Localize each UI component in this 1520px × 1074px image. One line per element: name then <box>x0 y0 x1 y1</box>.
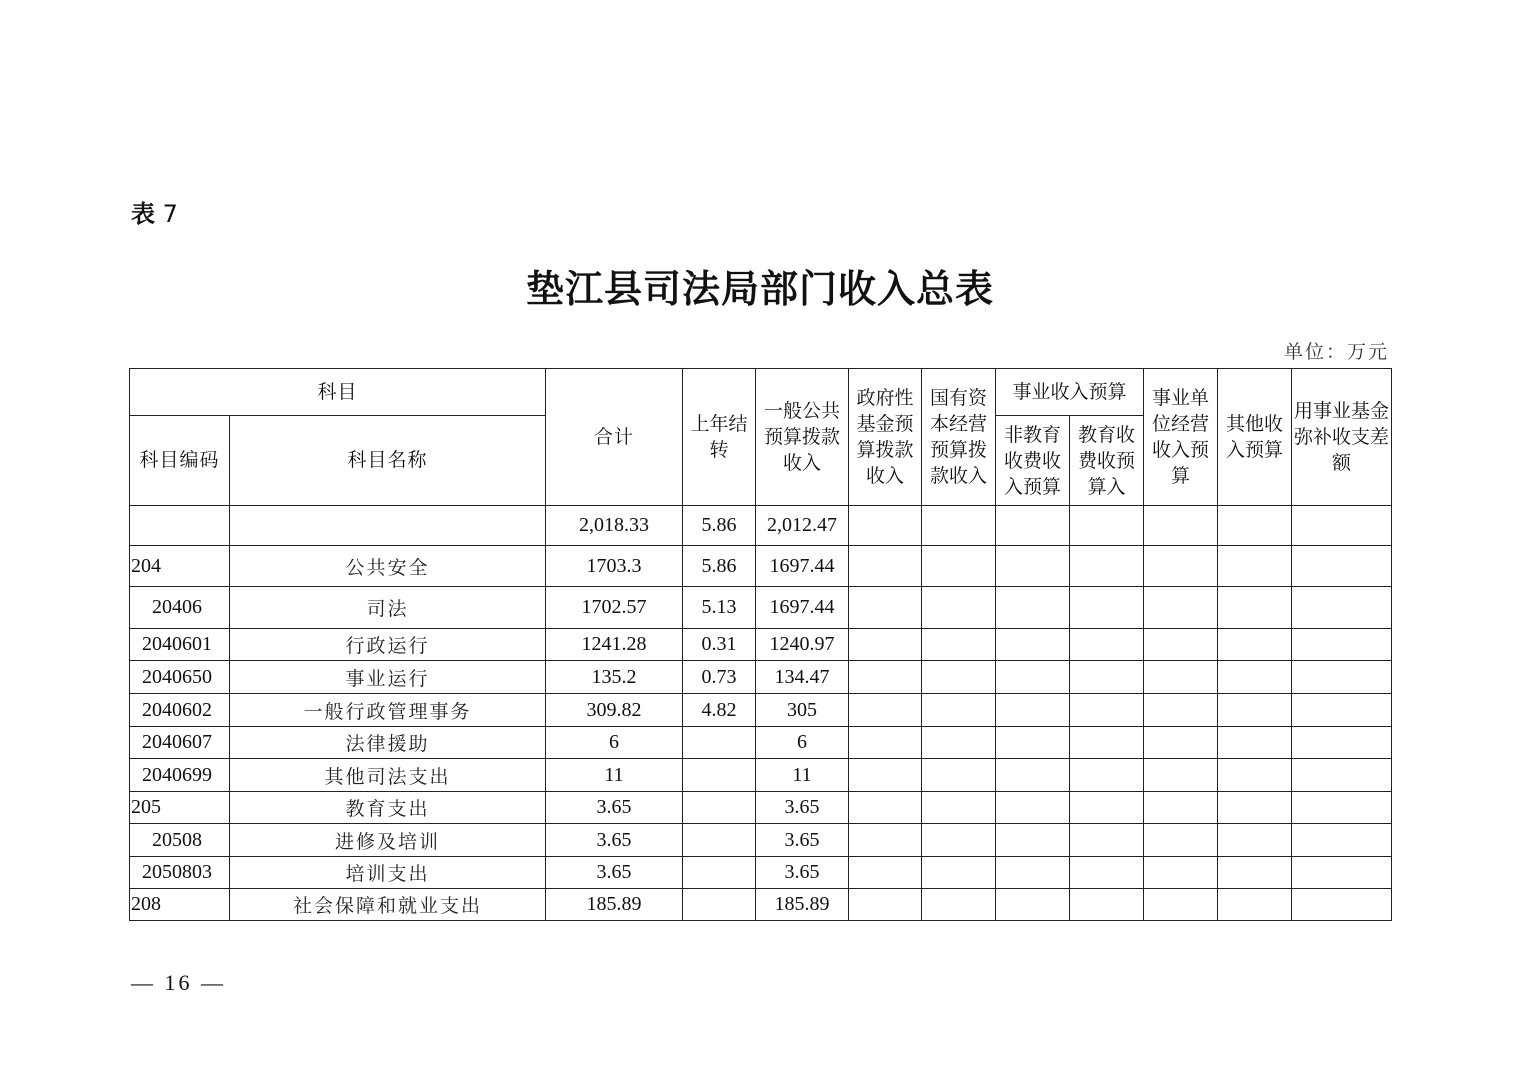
header-carryover: 上年结转 <box>683 369 756 506</box>
unit-operation-cell <box>1144 759 1218 792</box>
subject-name-cell: 培训支出 <box>230 857 546 889</box>
non-edu-fee-cell <box>996 587 1070 629</box>
unit-operation-cell <box>1144 661 1218 694</box>
state-capital-cell <box>922 759 996 792</box>
non-edu-fee-cell <box>996 694 1070 727</box>
other-income-cell <box>1218 506 1292 546</box>
non-edu-fee-cell <box>996 759 1070 792</box>
table-row <box>130 629 1392 661</box>
non-edu-fee-cell <box>996 546 1070 587</box>
subject-code-cell: 2050803 <box>130 857 230 889</box>
general-public-cell: 1240.97 <box>756 629 849 661</box>
carryover-cell: 5.13 <box>683 587 756 629</box>
header-other-income: 其他收入预算 <box>1218 369 1292 506</box>
edu-fee-cell <box>1070 792 1144 824</box>
subject-name-cell: 进修及培训 <box>230 824 546 857</box>
state-capital-cell <box>922 824 996 857</box>
subject-code-cell: 2040602 <box>130 694 230 727</box>
business-fund-cell <box>1292 792 1392 824</box>
subject-code-cell: 205 <box>130 792 230 824</box>
table-row <box>130 694 1392 727</box>
subject-name-cell: 公共安全 <box>230 546 546 587</box>
other-income-cell <box>1218 727 1292 759</box>
subject-code-cell: 2040650 <box>130 661 230 694</box>
table-row <box>130 857 1392 889</box>
header-non-edu-fee: 非教育收费收入预算 <box>996 416 1070 506</box>
subject-name-cell: 教育支出 <box>230 792 546 824</box>
subject-name-cell: 社会保障和就业支出 <box>230 889 546 921</box>
edu-fee-cell <box>1070 857 1144 889</box>
total-cell: 1703.3 <box>546 546 683 587</box>
business-fund-cell <box>1292 857 1392 889</box>
other-income-cell <box>1218 792 1292 824</box>
carryover-cell <box>683 889 756 921</box>
other-income-cell <box>1218 824 1292 857</box>
header-subject: 科目 <box>130 369 546 416</box>
gov-fund-cell <box>849 889 922 921</box>
other-income-cell <box>1218 587 1292 629</box>
subject-name-cell: 法律援助 <box>230 727 546 759</box>
subject-name-cell: 其他司法支出 <box>230 759 546 792</box>
business-fund-cell <box>1292 546 1392 587</box>
table-row <box>130 546 1392 587</box>
business-fund-cell <box>1292 824 1392 857</box>
table-label-number: 7 <box>162 200 178 228</box>
table-row <box>130 727 1392 759</box>
carryover-cell: 5.86 <box>683 506 756 546</box>
carryover-cell: 4.82 <box>683 694 756 727</box>
general-public-cell: 3.65 <box>756 824 849 857</box>
subject-code-cell: 204 <box>130 546 230 587</box>
unit-operation-cell <box>1144 824 1218 857</box>
other-income-cell <box>1218 889 1292 921</box>
gov-fund-cell <box>849 661 922 694</box>
page-title: 垫江县司法局部门收入总表 <box>525 266 994 311</box>
page-number: — 16 — <box>131 970 226 995</box>
general-public-cell: 134.47 <box>756 661 849 694</box>
general-public-cell: 305 <box>756 694 849 727</box>
other-income-cell <box>1218 694 1292 727</box>
header-edu-fee: 教育收费收预算入 <box>1070 416 1144 506</box>
non-edu-fee-cell <box>996 629 1070 661</box>
state-capital-cell <box>922 889 996 921</box>
general-public-cell: 1697.44 <box>756 546 849 587</box>
general-public-cell: 3.65 <box>756 792 849 824</box>
carryover-cell: 5.86 <box>683 546 756 587</box>
business-fund-cell <box>1292 727 1392 759</box>
total-cell: 3.65 <box>546 824 683 857</box>
state-capital-cell <box>922 587 996 629</box>
table-label <box>131 194 178 229</box>
general-public-cell: 3.65 <box>756 857 849 889</box>
unit-operation-cell <box>1144 889 1218 921</box>
gov-fund-cell <box>849 824 922 857</box>
carryover-cell: 0.73 <box>683 661 756 694</box>
carryover-cell <box>683 727 756 759</box>
state-capital-cell <box>922 506 996 546</box>
other-income-cell <box>1218 661 1292 694</box>
edu-fee-cell <box>1070 824 1144 857</box>
table-row <box>130 661 1392 694</box>
state-capital-cell <box>922 694 996 727</box>
general-public-cell: 185.89 <box>756 889 849 921</box>
gov-fund-cell <box>849 727 922 759</box>
non-edu-fee-cell <box>996 661 1070 694</box>
subject-code-cell: 20406 <box>130 587 230 629</box>
subject-name-cell <box>230 506 546 546</box>
business-fund-cell <box>1292 661 1392 694</box>
header-business-income: 事业收入预算 <box>996 369 1144 416</box>
non-edu-fee-cell <box>996 727 1070 759</box>
edu-fee-cell <box>1070 694 1144 727</box>
non-edu-fee-cell <box>996 857 1070 889</box>
edu-fee-cell <box>1070 506 1144 546</box>
table-label-prefix: 表 <box>131 200 155 228</box>
subject-name-cell: 司法 <box>230 587 546 629</box>
gov-fund-cell <box>849 629 922 661</box>
non-edu-fee-cell <box>996 792 1070 824</box>
general-public-cell: 1697.44 <box>756 587 849 629</box>
header-row-1 <box>130 369 1392 416</box>
gov-fund-cell <box>849 857 922 889</box>
total-cell: 3.65 <box>546 792 683 824</box>
gov-fund-cell <box>849 792 922 824</box>
gov-fund-cell <box>849 546 922 587</box>
state-capital-cell <box>922 629 996 661</box>
edu-fee-cell <box>1070 661 1144 694</box>
subject-code-cell: 20508 <box>130 824 230 857</box>
header-subject-name: 科目名称 <box>230 416 546 506</box>
carryover-cell <box>683 857 756 889</box>
total-cell: 3.65 <box>546 857 683 889</box>
table-row <box>130 792 1392 824</box>
general-public-cell: 2,012.47 <box>756 506 849 546</box>
gov-fund-cell <box>849 506 922 546</box>
other-income-cell <box>1218 759 1292 792</box>
non-edu-fee-cell <box>996 889 1070 921</box>
business-fund-cell <box>1292 587 1392 629</box>
edu-fee-cell <box>1070 759 1144 792</box>
business-fund-cell <box>1292 629 1392 661</box>
unit-operation-cell <box>1144 694 1218 727</box>
unit-operation-cell <box>1144 727 1218 759</box>
business-fund-cell <box>1292 889 1392 921</box>
total-cell: 309.82 <box>546 694 683 727</box>
unit-operation-cell <box>1144 629 1218 661</box>
table-row <box>130 824 1392 857</box>
header-business-fund: 用事业基金弥补收支差额 <box>1292 369 1392 506</box>
total-cell: 1702.57 <box>546 587 683 629</box>
subject-code-cell: 2040601 <box>130 629 230 661</box>
subject-name-cell: 一般行政管理事务 <box>230 694 546 727</box>
business-fund-cell <box>1292 506 1392 546</box>
total-cell: 11 <box>546 759 683 792</box>
non-edu-fee-cell <box>996 506 1070 546</box>
table-row <box>130 587 1392 629</box>
carryover-cell <box>683 759 756 792</box>
state-capital-cell <box>922 661 996 694</box>
carryover-cell <box>683 824 756 857</box>
business-fund-cell <box>1292 759 1392 792</box>
edu-fee-cell <box>1070 629 1144 661</box>
table-body <box>130 506 1392 921</box>
unit-operation-cell <box>1144 587 1218 629</box>
subject-code-cell: 208 <box>130 889 230 921</box>
carryover-cell: 0.31 <box>683 629 756 661</box>
header-subject-code: 科目编码 <box>130 416 230 506</box>
subject-name-cell: 事业运行 <box>230 661 546 694</box>
table-row <box>130 506 1392 546</box>
total-cell: 135.2 <box>546 661 683 694</box>
subject-code-cell <box>130 506 230 546</box>
state-capital-cell <box>922 857 996 889</box>
non-edu-fee-cell <box>996 824 1070 857</box>
other-income-cell <box>1218 629 1292 661</box>
other-income-cell <box>1218 857 1292 889</box>
table-row <box>130 889 1392 921</box>
general-public-cell: 6 <box>756 727 849 759</box>
total-cell: 6 <box>546 727 683 759</box>
income-table <box>129 368 1392 921</box>
unit-operation-cell <box>1144 506 1218 546</box>
carryover-cell <box>683 792 756 824</box>
state-capital-cell <box>922 546 996 587</box>
header-unit-operation: 事业单位经营收入预算 <box>1144 369 1218 506</box>
gov-fund-cell <box>849 694 922 727</box>
general-public-cell: 11 <box>756 759 849 792</box>
state-capital-cell <box>922 792 996 824</box>
edu-fee-cell <box>1070 587 1144 629</box>
subject-code-cell: 2040607 <box>130 727 230 759</box>
header-general-public: 一般公共预算拨款收入 <box>756 369 849 506</box>
business-fund-cell <box>1292 694 1392 727</box>
table-row <box>130 759 1392 792</box>
edu-fee-cell <box>1070 889 1144 921</box>
total-cell: 1241.28 <box>546 629 683 661</box>
edu-fee-cell <box>1070 546 1144 587</box>
unit-operation-cell <box>1144 546 1218 587</box>
edu-fee-cell <box>1070 727 1144 759</box>
total-cell: 2,018.33 <box>546 506 683 546</box>
subject-code-cell: 2040699 <box>130 759 230 792</box>
state-capital-cell <box>922 727 996 759</box>
total-cell: 185.89 <box>546 889 683 921</box>
unit-operation-cell <box>1144 792 1218 824</box>
header-gov-fund: 政府性基金预算拨款收入 <box>849 369 922 506</box>
unit-note: 单位：万元 <box>1283 341 1389 363</box>
other-income-cell <box>1218 546 1292 587</box>
subject-name-cell: 行政运行 <box>230 629 546 661</box>
header-state-capital: 国有资本经营预算拨款收入 <box>922 369 996 506</box>
unit-operation-cell <box>1144 857 1218 889</box>
gov-fund-cell <box>849 759 922 792</box>
header-total: 合计 <box>546 369 683 506</box>
gov-fund-cell <box>849 587 922 629</box>
